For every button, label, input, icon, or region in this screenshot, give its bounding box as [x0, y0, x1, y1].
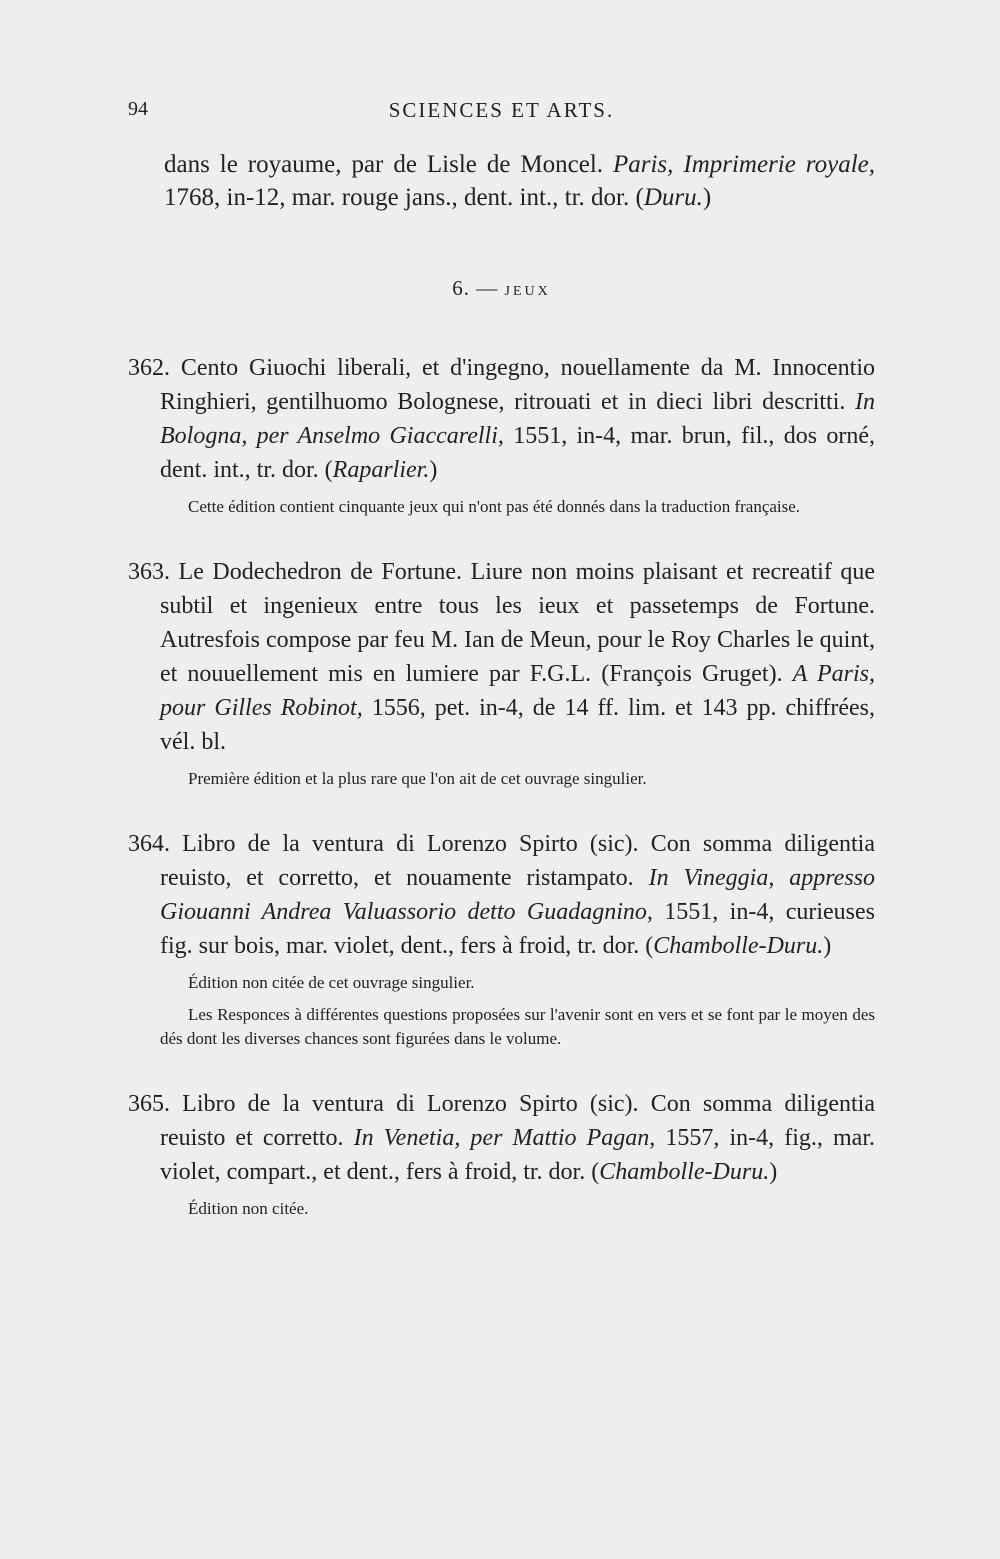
catalog-entry [128, 555, 875, 791]
entry-close: ) [769, 1159, 778, 1185]
entry-imprint: A Paris, pour Gilles Robinot, [160, 661, 876, 721]
entry-close: ) [429, 457, 438, 483]
entry-text [128, 827, 875, 963]
section-heading [128, 276, 875, 301]
entry-title: Libro de la ventura di Lorenzo Spirto (sic). Con somma diligentia reuisto, et corretto, et nouamente ristampato. [160, 831, 876, 891]
entry-title: Le Dodechedron de Fortune. Liure non moins plaisant et recreatif que subtil et ingenieux entre tous les ieux et passetemps de Fortune. Autresfois compose par feu M. Ian de Meun, pour le Roy Charles le quint, et nouuellement mis en lumiere par F.G.L. (François Gruget). [160, 559, 875, 687]
catalog-entry [128, 1087, 875, 1221]
entry-number: 362. [128, 355, 170, 381]
continued-rest: 1768, in-12, mar. rouge jans., dent. int., tr. dor. ( [164, 184, 644, 211]
entry-text [128, 1087, 875, 1189]
continued-text: dans le royaume, par de Lisle de Moncel. [164, 151, 613, 178]
entry-number: 364. [128, 831, 170, 857]
entry-collation: 1557, in-4, fig., mar. violet, compart., et dent., fers à froid, tr. dor. ( [160, 1125, 876, 1185]
page-number: 94 [128, 98, 148, 120]
entry-title: Cento Giuochi liberali, et d'ingegno, nouellamente da M. Innocentio Ringhieri, gentilhuomo Bolognese, ritrouati et in dieci libri descritti. [160, 355, 875, 415]
section-number: 6. — [452, 276, 499, 300]
entry-collation: 1551, in-4, curieuses fig. sur bois, mar. violet, dent., fers à froid, tr. dor. ( [160, 899, 875, 959]
page-body [128, 148, 875, 1257]
entry-number: 363. [128, 559, 170, 585]
entry-imprint: In Venetia, per Mattio Pagan, [353, 1125, 656, 1151]
entry-note: Les Responces à différentes questions proposées sur l'avenir sont en vers et se font par le moyen des dés dont les diverses chances sont figurées dans le volume. [160, 1005, 875, 1048]
entry-note: Édition non citée. [188, 1199, 309, 1218]
continued-entry [164, 148, 875, 214]
page-header [128, 98, 875, 128]
entry-note: Première édition et la plus rare que l'on ait de cet ouvrage singulier. [188, 769, 647, 788]
entry-text [128, 555, 875, 759]
continued-close: ) [702, 184, 712, 211]
entry-binder: Raparlier. [332, 457, 430, 483]
entry-close: ) [823, 933, 832, 959]
entry-note: Édition non citée de cet ouvrage singulier. [188, 973, 475, 992]
entry-imprint: In Bologna, per Anselmo Giaccarelli, [160, 389, 875, 449]
continued-binder: Duru. [643, 184, 703, 211]
entry-title: Libro de la ventura di Lorenzo Spirto (sic). Con somma diligentia reuisto et corretto. [160, 1091, 876, 1151]
catalog-entry [128, 351, 875, 519]
entry-collation: 1556, pet. in-4, de 14 ff. lim. et 143 pp. chiffrées, vél. bl. [160, 695, 875, 755]
entry-note: Cette édition contient cinquante jeux qui n'ont pas été donnés dans la traduction française. [188, 497, 801, 516]
entries-list [128, 351, 875, 1221]
entry-binder: Chambolle-Duru. [653, 933, 824, 959]
entry-collation: 1551, in-4, mar. brun, fil., dos orné, dent. int., tr. dor. ( [160, 423, 876, 483]
entry-binder: Chambolle-Duru. [599, 1159, 770, 1185]
catalog-entry [128, 827, 875, 1051]
entry-imprint: In Vineggia, appresso Giouanni Andrea Valuassorio detto Guadagnino, [160, 865, 876, 925]
continued-imprint: Paris, Imprimerie royale, [612, 151, 875, 178]
running-title: SCIENCES ET ARTS. [388, 98, 615, 122]
entry-text [128, 351, 875, 487]
section-title: JEUX [504, 284, 551, 299]
entry-number: 365. [128, 1091, 170, 1117]
